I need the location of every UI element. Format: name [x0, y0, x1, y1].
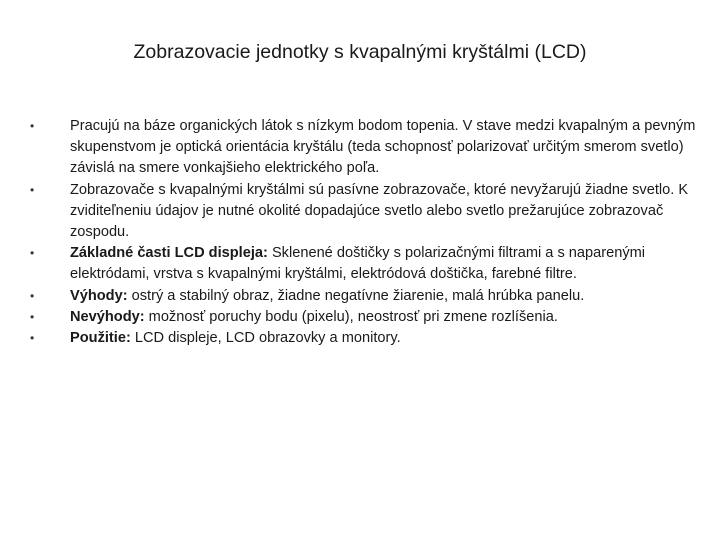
bullet-body: LCD displeje, LCD obrazovky a monitory.	[130, 330, 401, 347]
bullet-body: Pracujú na báze organických látok s nízkym bodom topenia. V stave medzi kvapalným a pevným skupenstvom je optická orientácia kryštálu (teda schopnosť polarizovať určitým smerom svetlo) závislá na smere vonkajšieho elektrického poľa.	[70, 118, 696, 177]
bullet-dot-icon: •	[30, 309, 35, 324]
bullet-label: Základné časti LCD displeja:	[70, 245, 268, 262]
bullet-text	[70, 328, 698, 349]
bullet-dot-icon: •	[30, 288, 35, 303]
bullet-item-6	[28, 328, 698, 349]
bullet-dot-icon: •	[30, 119, 35, 133]
bullet-item-4	[28, 286, 698, 307]
bullet-body: ostrý a stabilný obraz, žiadne negatívne žiarenie, malá hrúbka panelu.	[127, 287, 585, 304]
bullet-text	[70, 116, 698, 180]
bullet-text	[70, 243, 698, 285]
bullet-list	[28, 116, 698, 349]
bullet-label: Použitie:	[70, 330, 131, 347]
bullet-text	[70, 180, 698, 244]
bullet-dot-icon: •	[30, 182, 35, 197]
slide-title: Zobrazovacie jednotky s kvapalnými kryštálmi (LCD)	[133, 41, 587, 63]
bullet-label: Nevýhody:	[70, 308, 145, 325]
bullet-body: Zobrazovače s kvapalnými kryštálmi sú pasívne zobrazovače, ktoré nevyžarujú žiadne svetlo. K zviditeľneniu údajov je nutné okolité dopadajúce svetlo alebo svetlo prežarujúce zobrazovač zospodu.	[70, 181, 689, 241]
bullet-item-2	[28, 180, 698, 244]
bullet-item-5	[28, 307, 698, 328]
bullet-label: Výhody:	[70, 287, 128, 304]
bullet-text	[70, 286, 698, 307]
bullet-dot-icon: •	[30, 246, 35, 261]
bullet-body: možnosť poruchy bodu (pixelu), neostrosť pri zmene rozlíšenia.	[144, 308, 558, 325]
bullet-dot-icon: •	[30, 331, 35, 346]
bullet-item-3	[28, 243, 698, 285]
bullet-text	[70, 307, 698, 328]
bullet-item-1	[28, 116, 698, 180]
bullet-body: Sklenené doštičky s polarizačnými filtrami a s naparenými elektródami, vrstva s kvapalnými kryštálmi, elektródová doštička, farebné filtre.	[70, 245, 646, 283]
